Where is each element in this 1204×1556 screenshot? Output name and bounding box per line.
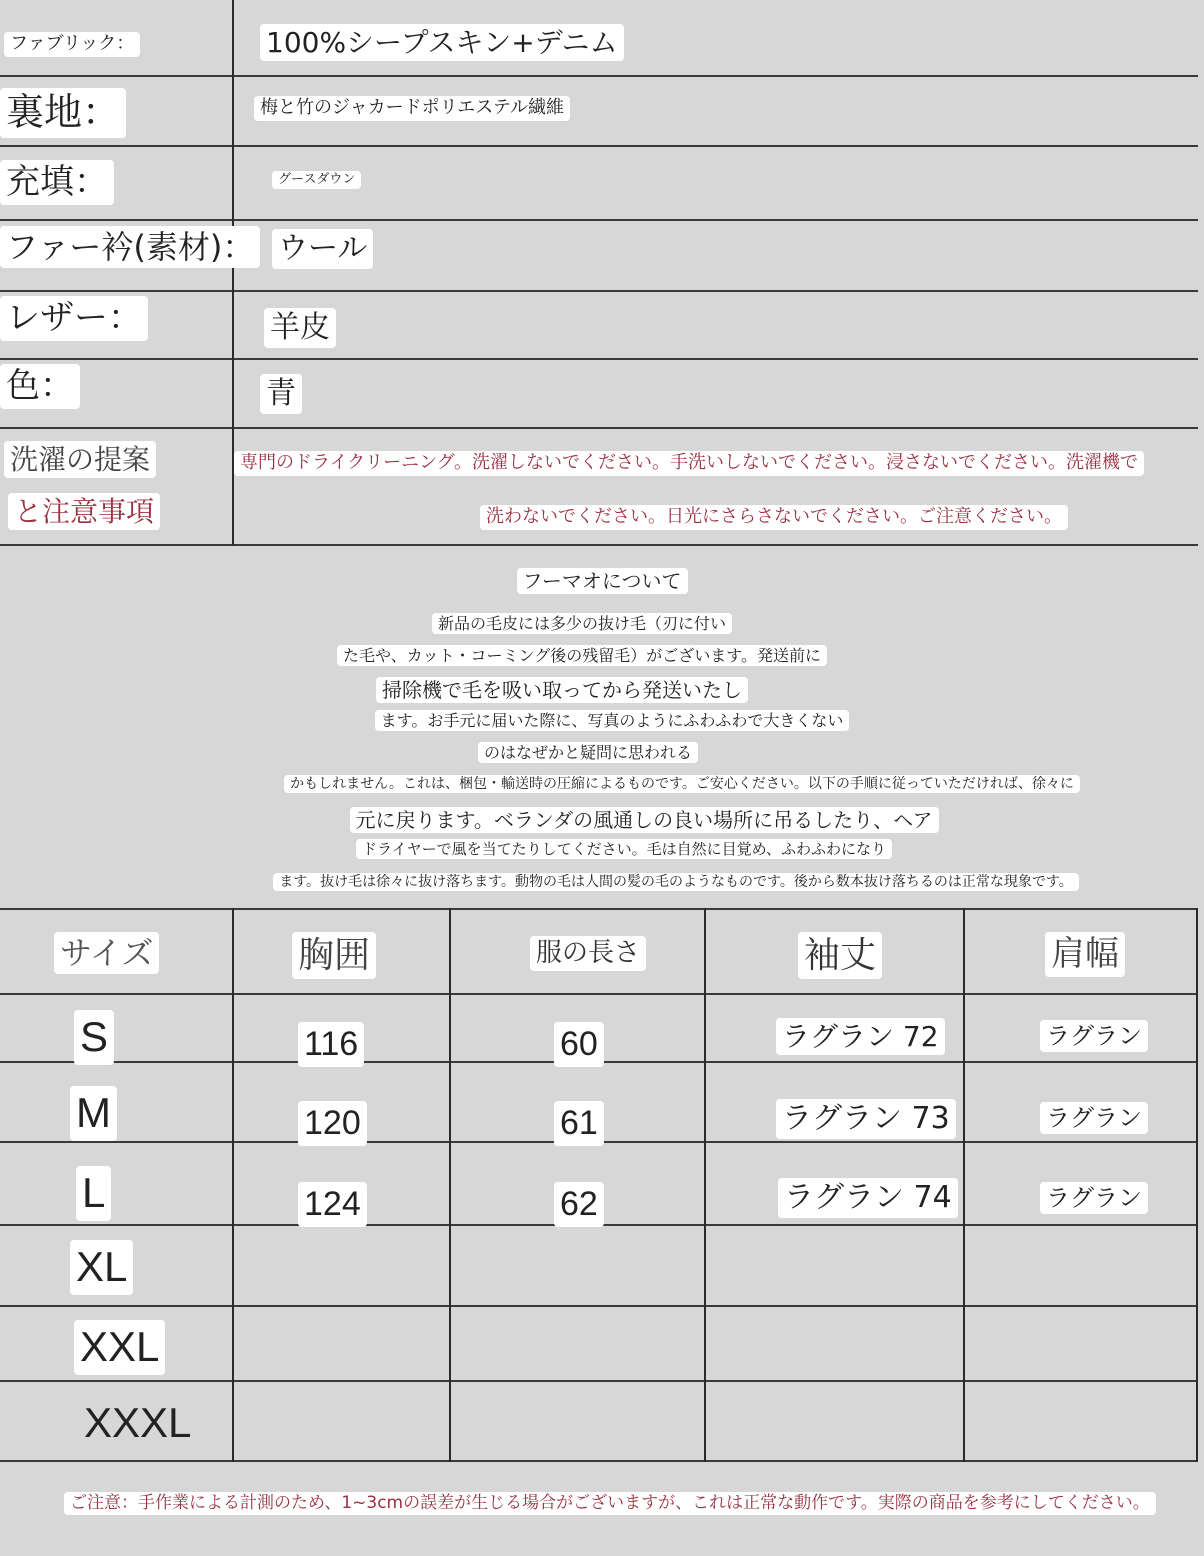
size-cell: XL xyxy=(70,1240,133,1295)
fur-note-title: フーマオについて xyxy=(0,565,1204,594)
fur-note-line: 掃除機で毛を吸い取ってから発送いたし xyxy=(0,674,1164,703)
sleeve-cell: ラグラン 72 xyxy=(776,1018,945,1055)
care-label-2: と注意事項 xyxy=(8,493,160,530)
table-border xyxy=(0,1305,1198,1307)
fabric-value: 100%シープスキン+デニム xyxy=(260,24,624,61)
chest-cell: 124 xyxy=(298,1182,367,1227)
divider xyxy=(0,290,1198,292)
leather-value: 羊皮 xyxy=(264,308,336,348)
table-column-divider xyxy=(704,908,706,1462)
fur-note-line: た毛や、カット・コーミング後の残留毛）がございます。発送前に xyxy=(0,643,1184,666)
divider xyxy=(0,75,1198,77)
divider xyxy=(0,544,1198,546)
color-label: 色： xyxy=(0,364,80,409)
table-border xyxy=(0,1380,1198,1382)
care-label-1: 洗濯の提案 xyxy=(4,441,156,478)
care-text-1: 専門のドライクリーニング。洗濯しないでください。手洗いしないでください。浸さないでください。洗濯機で xyxy=(234,451,1144,476)
divider xyxy=(0,219,1198,221)
header-size: サイズ xyxy=(54,932,159,974)
shoulder-cell: ラグラン xyxy=(1040,1020,1148,1052)
chest-cell: 120 xyxy=(298,1101,367,1146)
divider xyxy=(0,145,1198,147)
length-cell: 62 xyxy=(554,1182,604,1227)
size-cell: L xyxy=(76,1166,111,1221)
size-cell: S xyxy=(74,1010,114,1065)
table-border xyxy=(0,1460,1198,1462)
length-cell: 61 xyxy=(554,1101,604,1146)
fur-note-line: ます。お手元に届いた際に、写真のようにふわふわで大きくない xyxy=(10,708,1204,731)
filling-value: グースダウン xyxy=(272,171,361,189)
shoulder-cell: ラグラン xyxy=(1040,1182,1148,1214)
table-column-divider xyxy=(963,908,965,1462)
size-cell: XXXL xyxy=(84,1399,192,1446)
care-text-2: 洗わないでください。日光にさらさないでください。ご注意ください。 xyxy=(480,505,1068,530)
footer-note: ご注意：手作業による計測のため、1~3cmの誤差が生じる場合がございますが、これは正常な動作です。実際の商品を参考にしてください。 xyxy=(64,1492,1156,1515)
header-length: 服の長さ xyxy=(530,936,646,971)
size-cell: XXL xyxy=(74,1320,165,1375)
sleeve-cell: ラグラン 74 xyxy=(778,1178,958,1218)
table-column-divider xyxy=(232,908,234,1462)
collar-label: ファー衿(素材)： xyxy=(0,226,260,268)
divider xyxy=(0,427,1198,429)
length-cell: 60 xyxy=(554,1022,604,1067)
color-value: 青 xyxy=(260,374,302,414)
table-border xyxy=(0,908,1198,910)
fur-note-line: のはなぜかと疑問に思われる xyxy=(0,740,1190,763)
table-column-divider xyxy=(1196,908,1198,1462)
table-column-divider xyxy=(449,908,451,1462)
chest-cell: 116 xyxy=(298,1022,364,1067)
fur-note-line: 元に戻ります。ベランダの風通しの良い場所に吊るしたり、ヘア xyxy=(42,804,1204,833)
leather-label: レザー： xyxy=(0,296,148,341)
lining-value: 梅と竹のジャカードポリエステル繊維 xyxy=(254,96,570,121)
header-shoulder: 肩幅 xyxy=(1045,932,1125,977)
lining-label: 裏地： xyxy=(0,88,126,138)
shoulder-cell: ラグラン xyxy=(1040,1102,1148,1134)
fur-note-line: ドライヤーで風を当てたりしてください。毛は自然に目覚め、ふわふわになり xyxy=(22,838,1204,859)
fur-note-line: かもしれません。これは、梱包・輸送時の圧縮によるものです。ご安心ください。以下の手順に従っていただければ、徐々に xyxy=(80,773,1204,793)
filling-label: 充填： xyxy=(0,160,114,205)
fur-note-line: ます。抜け毛は徐々に抜け落ちます。動物の毛は人間の髪の毛のようなものです。後から数本抜け落ちるのは正常な現象です。 xyxy=(74,871,1204,891)
collar-value: ウール xyxy=(272,229,373,269)
fabric-label: ファブリック： xyxy=(4,32,140,57)
header-sleeve: 袖丈 xyxy=(798,932,882,979)
table-border xyxy=(0,993,1198,995)
header-chest: 胸囲 xyxy=(292,932,376,979)
size-cell: M xyxy=(70,1086,117,1141)
divider xyxy=(0,358,1198,360)
sleeve-cell: ラグラン 73 xyxy=(776,1099,956,1139)
fur-note-line: 新品の毛皮には多少の抜け毛（刃に付い xyxy=(0,611,1184,634)
